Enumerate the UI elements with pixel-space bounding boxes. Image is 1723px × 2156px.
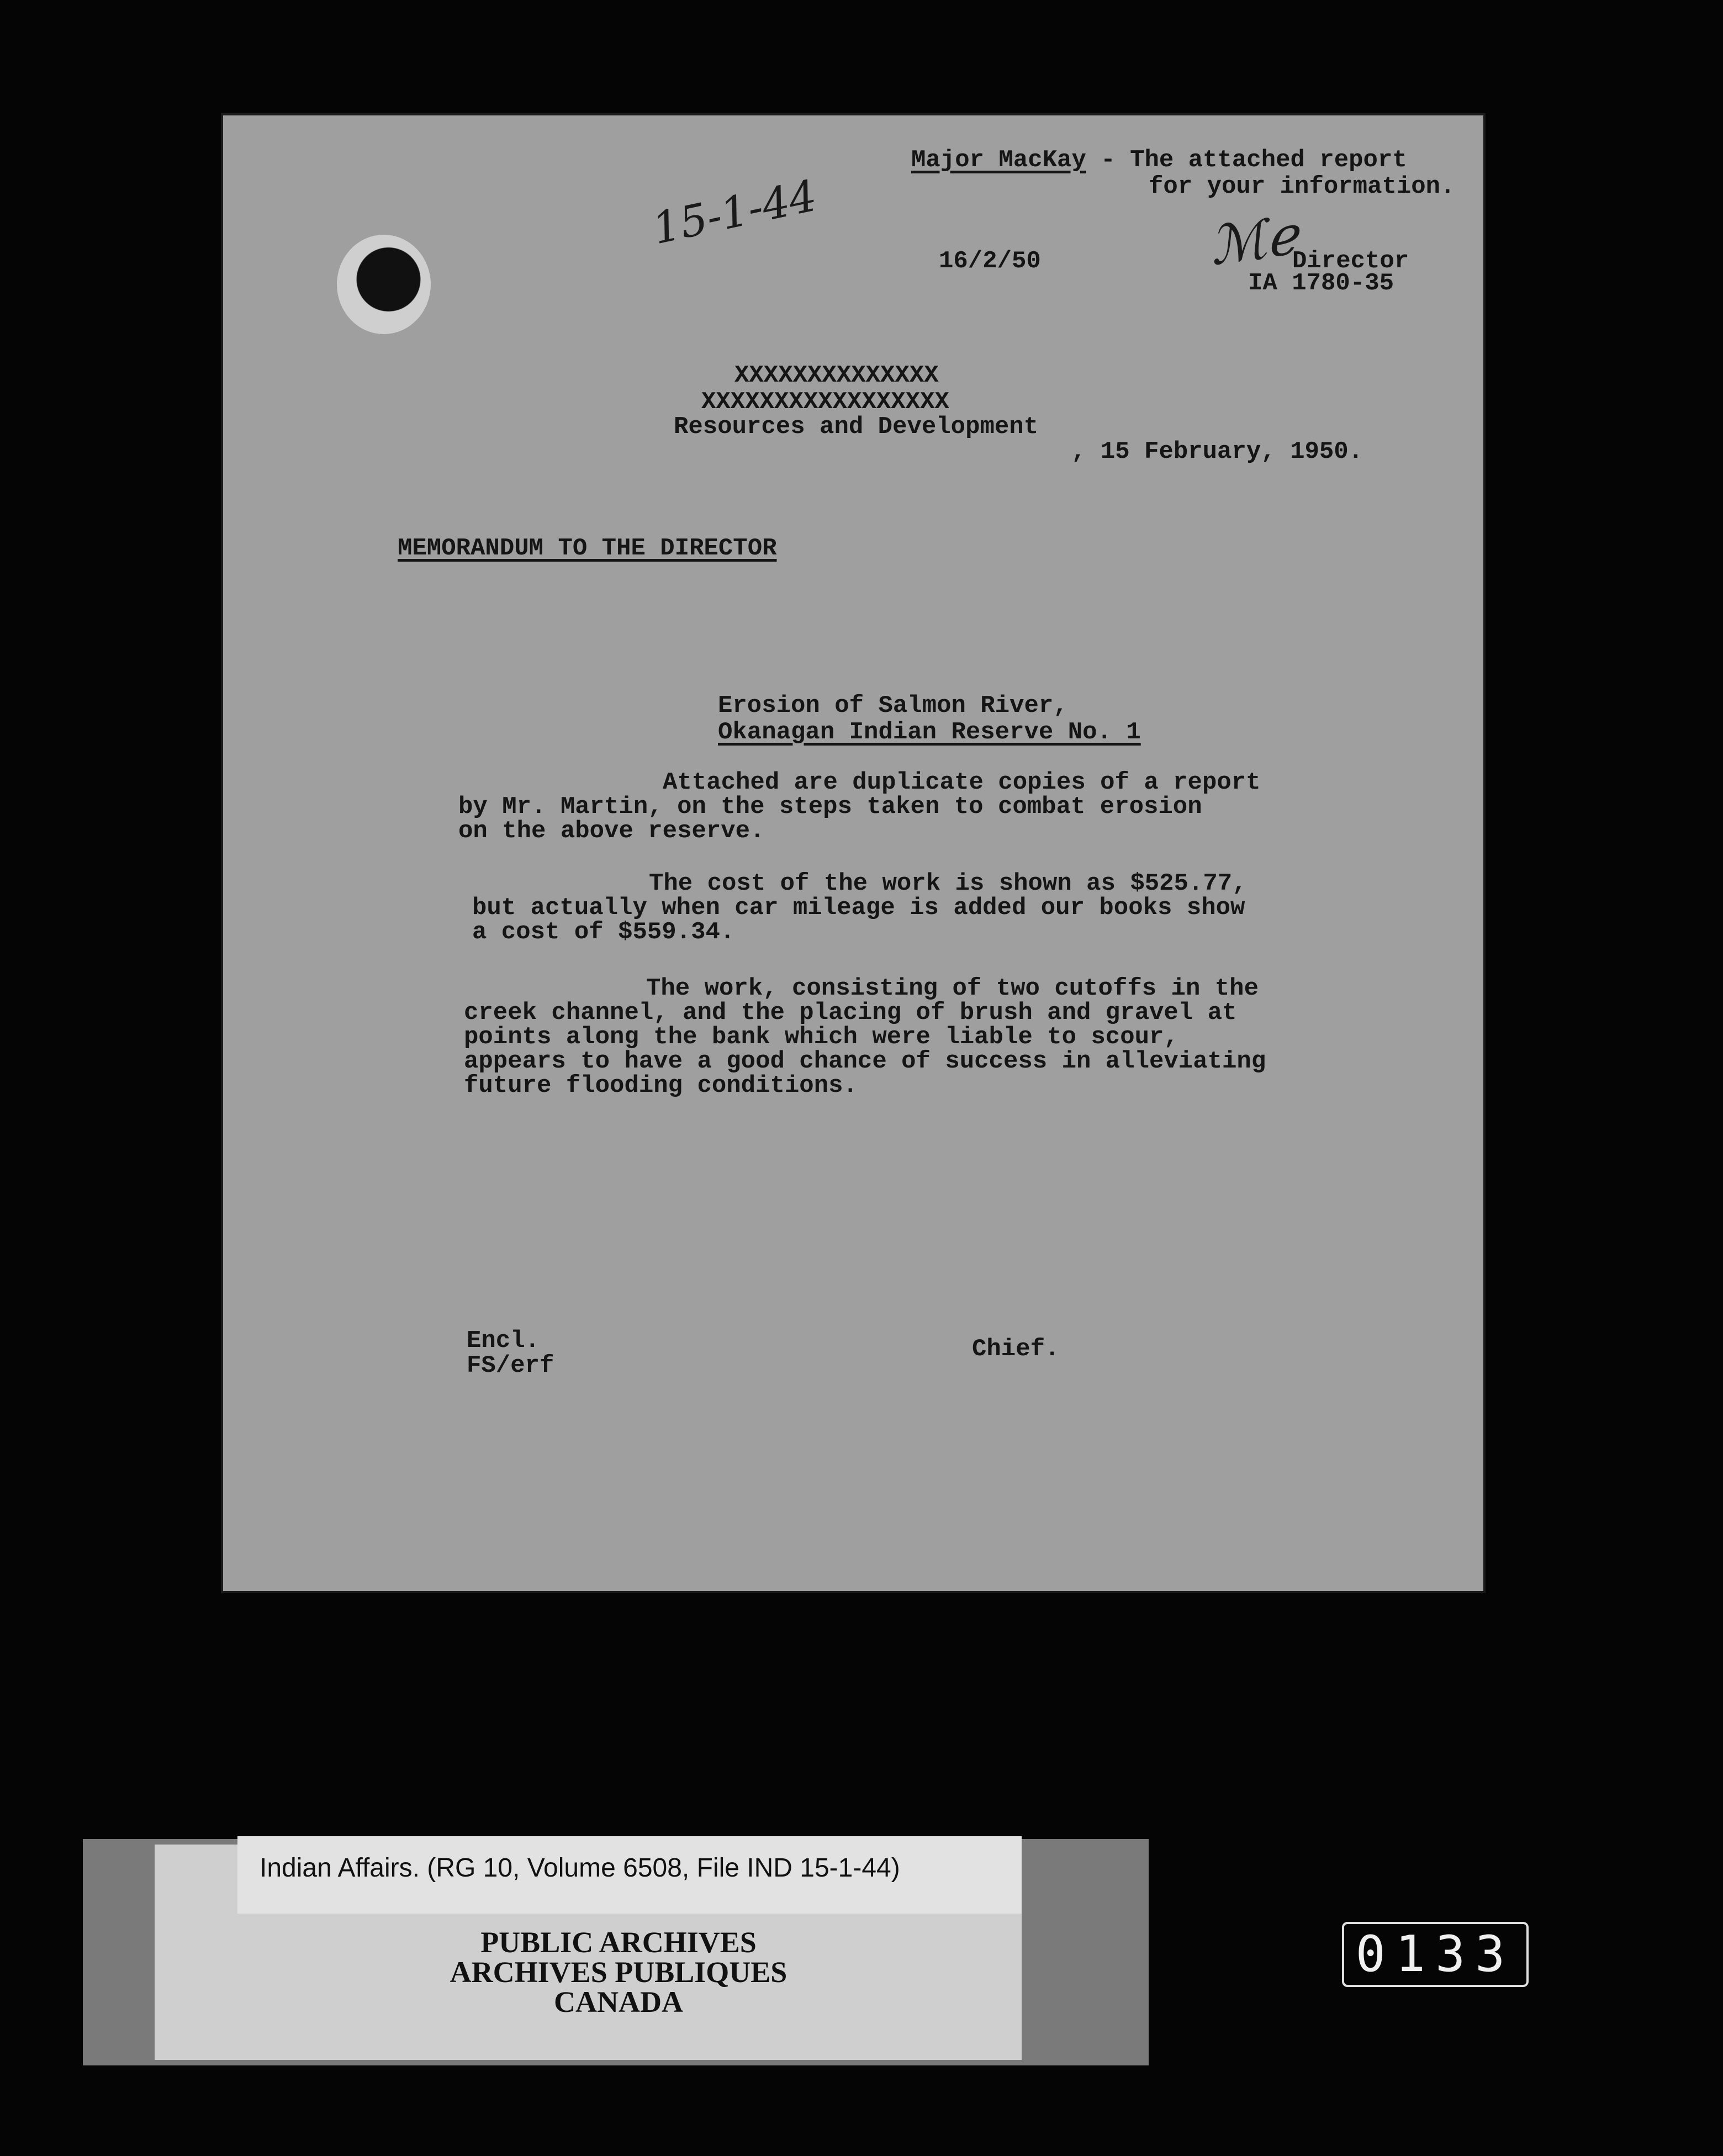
paragraph-2 (472, 871, 1411, 944)
paragraph-1 (458, 770, 1397, 843)
typist-initials: FS/erf (467, 1352, 554, 1380)
p3-line-5: future flooding conditions. (464, 1072, 858, 1100)
p3-line-1: The work, consisting of two cutoffs in the (646, 975, 1259, 1002)
p3-line-3: points along the bank which were liable to scour, (464, 1023, 1178, 1051)
archive-line-1: PUBLIC ARCHIVES (480, 1926, 757, 1959)
signoff: Chief. (972, 1335, 1060, 1363)
archive-line-2: ARCHIVES PUBLIQUES (450, 1956, 787, 1989)
archive-stamp (353, 1927, 884, 2017)
paragraph-3 (464, 976, 1403, 1098)
p2-line-3: a cost of $559.34. (472, 918, 735, 946)
archive-reference: Indian Affairs. (RG 10, Volume 6508, File IND 15-1-44) (260, 1853, 900, 1883)
document-sheet (221, 113, 1486, 1593)
p1-line-1: Attached are duplicate copies of a report (663, 769, 1261, 796)
signature-initials: ℳℯ (1205, 204, 1302, 278)
enclosure-label: Encl. (467, 1327, 540, 1355)
memo-heading: MEMORANDUM TO THE DIRECTOR (398, 535, 777, 562)
file-reference: IA 1780-35 (1248, 270, 1394, 297)
routing-note: - The attached report (1101, 146, 1407, 174)
frame-number: 0133 (1342, 1922, 1529, 1987)
p3-line-4: appears to have a good chance of success in alleviating (464, 1048, 1266, 1075)
punch-hole (337, 235, 431, 334)
routing-name: Major MacKay (911, 146, 1086, 174)
routing-note-2: for your information. (1149, 173, 1455, 200)
archive-line-3: CANADA (554, 1985, 683, 2018)
memo-date: , 15 February, 1950. (1071, 438, 1363, 466)
p1-line-2: by Mr. Martin, on the steps taken to combat erosion (458, 793, 1202, 821)
p1-line-3: on the above reserve. (458, 817, 765, 845)
subject-line-2: Okanagan Indian Reserve No. 1 (718, 718, 1141, 746)
date-stamp: 16/2/50 (939, 247, 1041, 275)
p2-line-2: but actually when car mileage is added our books show (472, 894, 1245, 922)
struck-line-1: XXXXXXXXXXXXXX (734, 362, 939, 389)
p3-line-2: creek channel, and the placing of brush and gravel at (464, 999, 1237, 1027)
handwritten-file-number: 15-1-44 (648, 171, 821, 255)
struck-line-2: XXXXXXXXXXXXXXXXX (701, 388, 949, 416)
department: Resources and Development (674, 413, 1039, 441)
p2-line-1: The cost of the work is shown as $525.77, (649, 870, 1247, 897)
subject-line-1: Erosion of Salmon River, (718, 692, 1068, 720)
director-label: Director (1292, 247, 1409, 275)
